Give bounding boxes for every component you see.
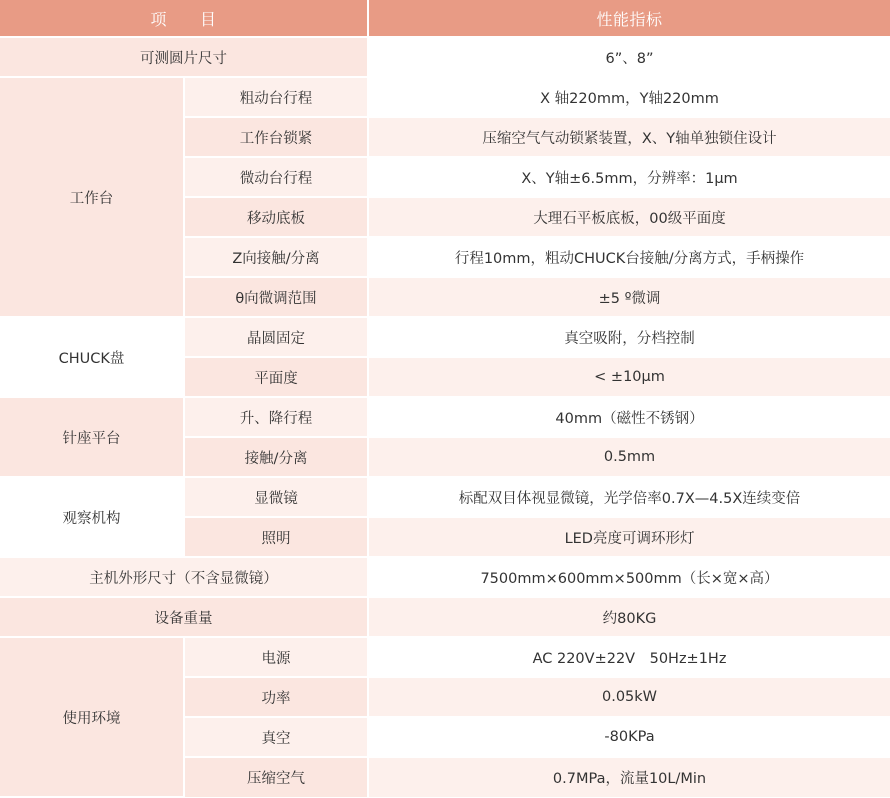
row-value: 压缩空气气动锁紧装置，X、Y轴单独锁住设计	[368, 117, 890, 157]
sub-label: 压缩空气	[184, 757, 368, 797]
row-value: X 轴220mm，Y轴220mm	[368, 77, 890, 117]
sub-label: 工作台锁紧	[184, 117, 368, 157]
row-value: AC 220V±22V 50Hz±1Hz	[368, 637, 890, 677]
row-value: 行程10mm，粗动CHUCK台接触/分离方式，手柄操作	[368, 237, 890, 277]
group-label: CHUCK盘	[0, 317, 184, 397]
row-value: X、Y轴±6.5mm，分辨率：1μm	[368, 157, 890, 197]
sub-label: 功率	[184, 677, 368, 717]
sub-label: 移动底板	[184, 197, 368, 237]
sub-label: 真空	[184, 717, 368, 757]
sub-label: 粗动台行程	[184, 77, 368, 117]
row-label: 主机外形尺寸（不含显微镜）	[0, 557, 368, 597]
table-row	[0, 477, 890, 517]
sub-label: 升、降行程	[184, 397, 368, 437]
row-value: 6”、8”	[368, 37, 890, 77]
row-value: -80KPa	[368, 717, 890, 757]
table-row	[0, 37, 890, 77]
row-value: 0.5mm	[368, 437, 890, 477]
table-row	[0, 597, 890, 637]
sub-label: 照明	[184, 517, 368, 557]
sub-label: 显微镜	[184, 477, 368, 517]
row-label: 可测圆片尺寸	[0, 37, 368, 77]
group-label: 观察机构	[0, 477, 184, 557]
sub-label: Z向接触/分离	[184, 237, 368, 277]
table-row	[0, 397, 890, 437]
table-row	[0, 317, 890, 357]
row-value: 0.05kW	[368, 677, 890, 717]
table-row	[0, 637, 890, 677]
header-spec: 性能指标	[368, 0, 890, 37]
row-value: 7500mm×600mm×500mm（长×宽×高）	[368, 557, 890, 597]
sub-label: θ向微调范围	[184, 277, 368, 317]
sub-label: 微动台行程	[184, 157, 368, 197]
table-header-row	[0, 0, 890, 37]
group-label: 针座平台	[0, 397, 184, 477]
sub-label: 晶圆固定	[184, 317, 368, 357]
table-row	[0, 77, 890, 117]
group-label: 工作台	[0, 77, 184, 317]
row-value: 约80KG	[368, 597, 890, 637]
sub-label: 平面度	[184, 357, 368, 397]
table-row	[0, 557, 890, 597]
row-value: ±5 º微调	[368, 277, 890, 317]
row-value: 大理石平板底板，00级平面度	[368, 197, 890, 237]
header-item: 项 目	[0, 0, 368, 37]
group-label: 使用环境	[0, 637, 184, 797]
row-value: < ±10μm	[368, 357, 890, 397]
sub-label: 电源	[184, 637, 368, 677]
row-value: 40mm（磁性不锈钢）	[368, 397, 890, 437]
row-value: LED亮度可调环形灯	[368, 517, 890, 557]
sub-label: 接触/分离	[184, 437, 368, 477]
row-value: 标配双目体视显微镜，光学倍率0.7X—4.5X连续变倍	[368, 477, 890, 517]
row-value: 真空吸附，分档控制	[368, 317, 890, 357]
row-value: 0.7MPa，流量10L/Min	[368, 757, 890, 797]
row-label: 设备重量	[0, 597, 368, 637]
